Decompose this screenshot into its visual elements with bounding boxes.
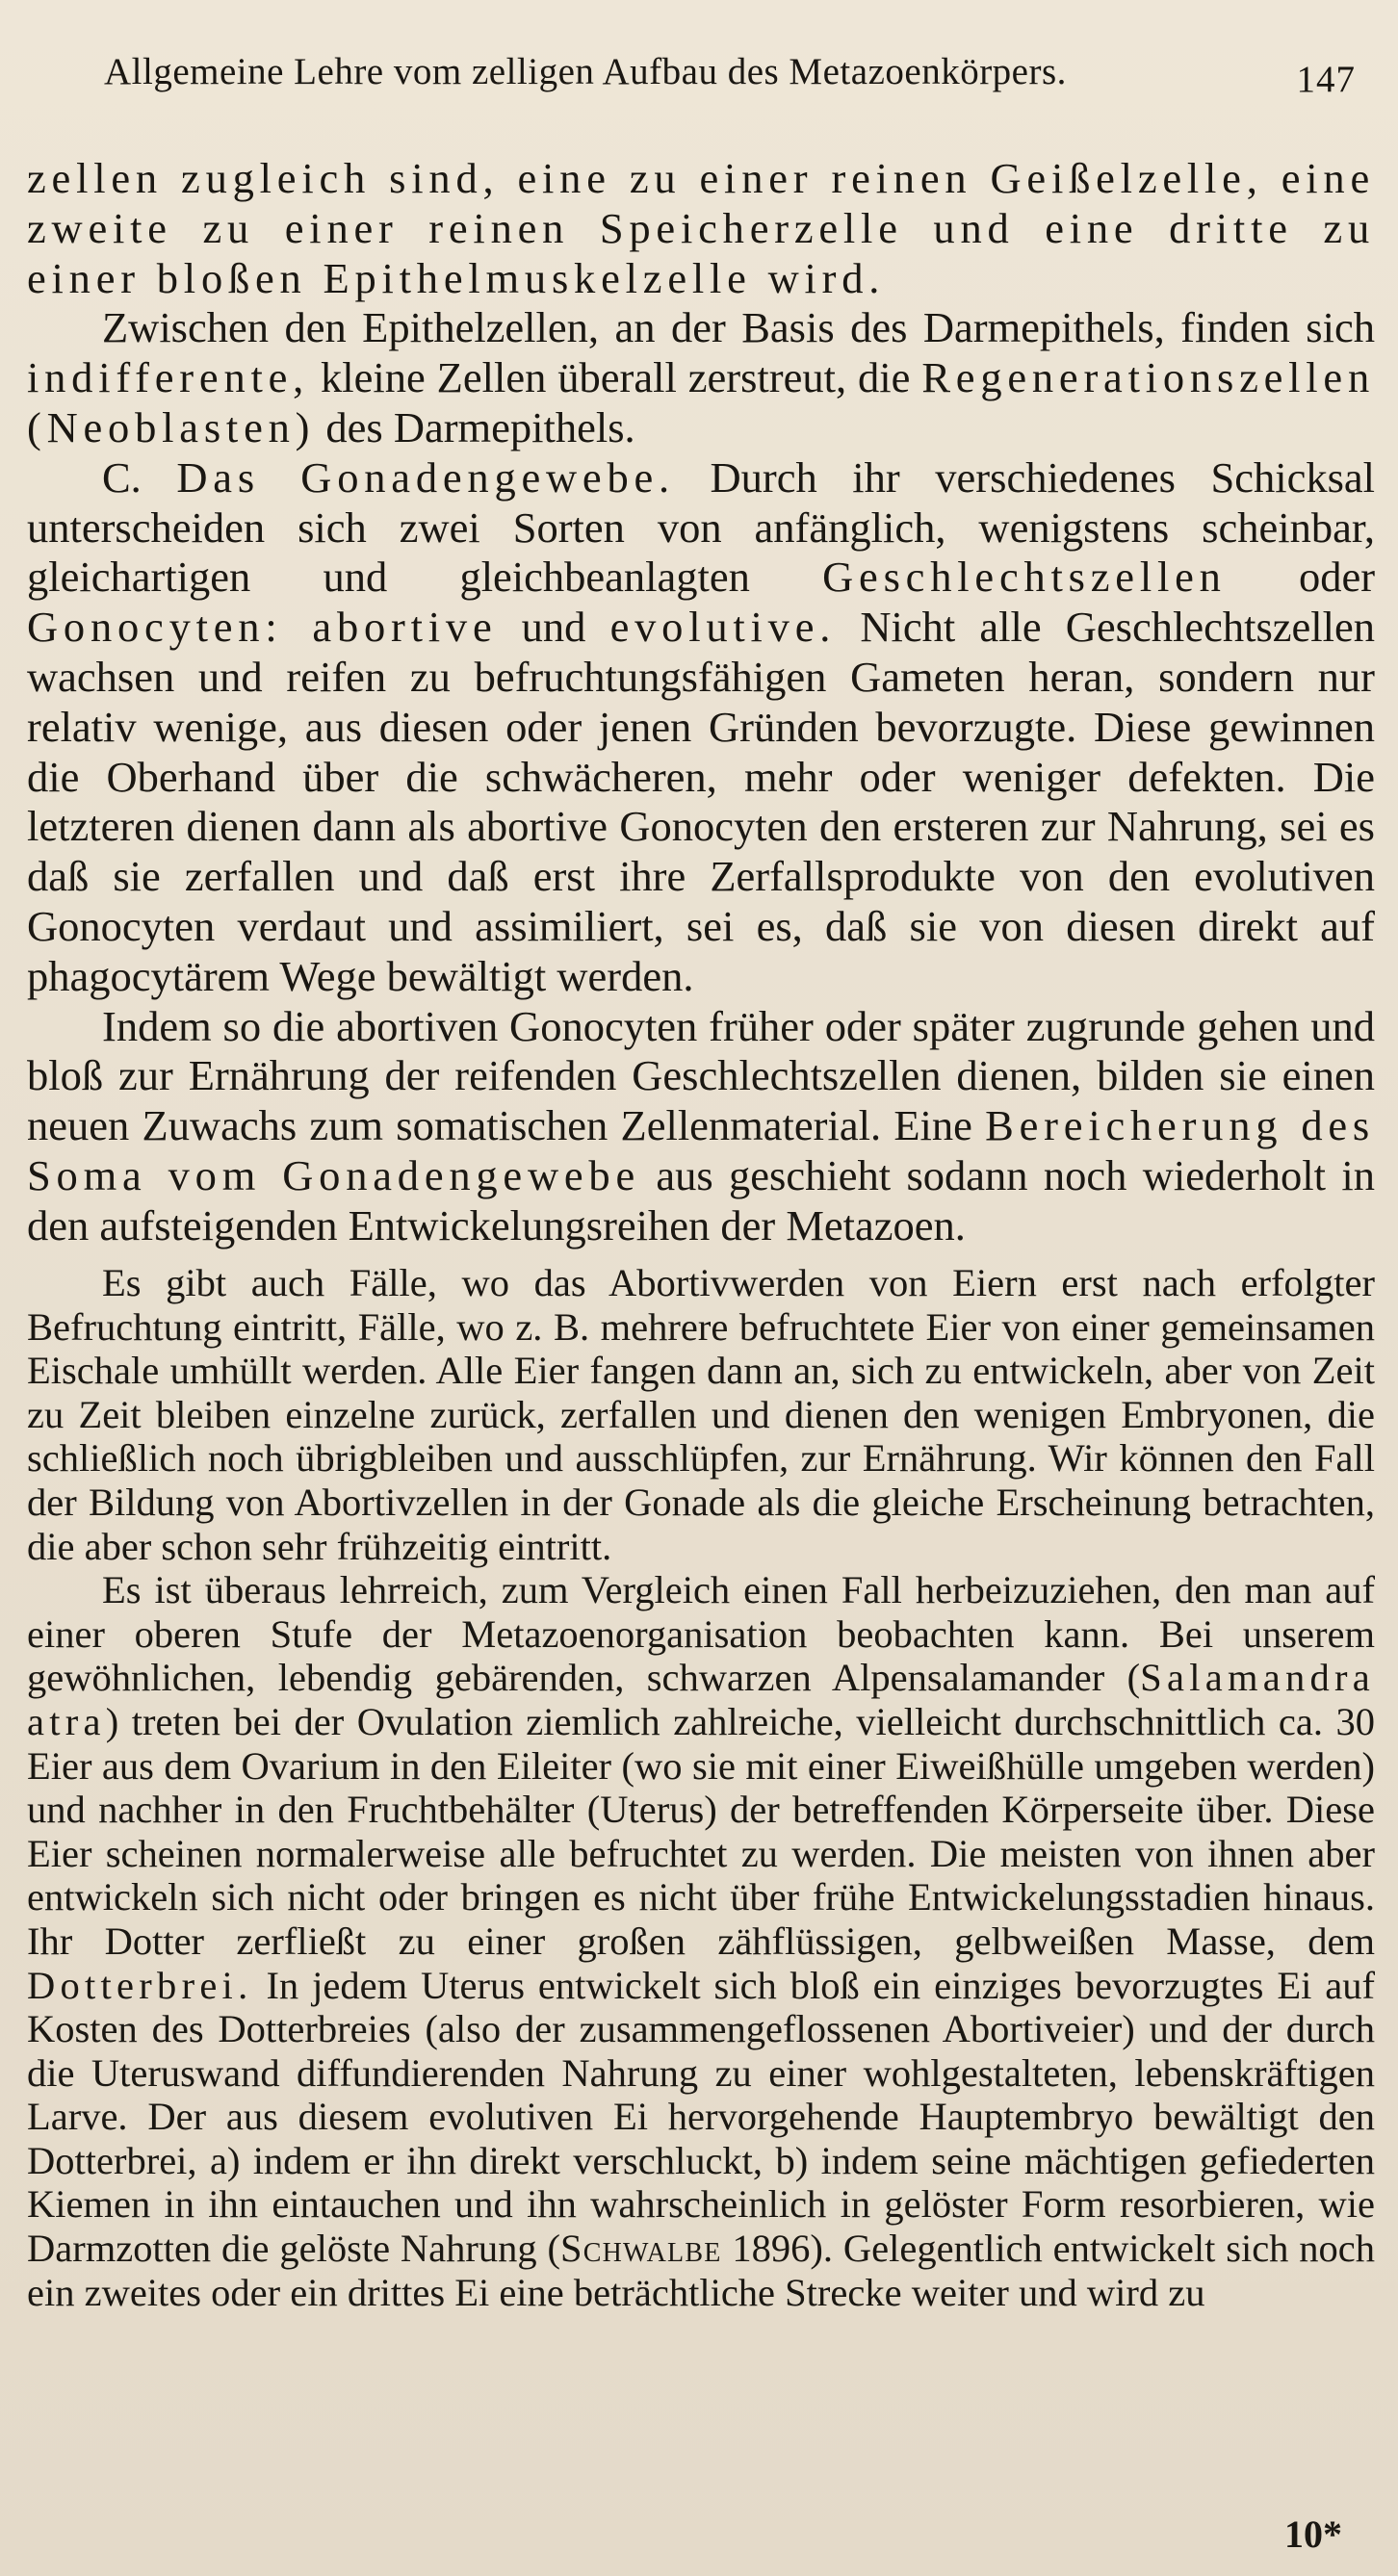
small-print-block <box>27 1261 1375 2314</box>
text-segment: aus geschieht sodann noch wiederholt in den aufsteigenden Entwickelungsreihen der Metazoen. <box>27 1150 1375 1249</box>
main-text-block <box>27 154 1375 1251</box>
text-segment: Nicht alle Geschlechtszellen wachsen und reifen zu befruchtungsfähigen Gameten heran, sondern nur relativ wenige, aus diesen oder jenen Gründen bevorzugte. Diese gewinnen die Oberhand über die schwächeren, mehr oder weniger defekten. Die letzteren dienen dann als abortive Gonocyten den ersteren zur Nahrung, sei es daß sie zerfallen und daß erst ihre Zerfallsprodukte von den evolutiven Gonocyten verdaut und assimiliert, sei es, daß sie von diesen direkt auf phagocytärem Wege bewältigt werden. <box>27 603 1376 1000</box>
running-header <box>104 50 1356 117</box>
text-segment: kleine Zellen überall zerstreut, die <box>321 353 911 402</box>
paragraph-text: zellen zugleich sind, eine zu einer reinen Geißelzelle, eine zweite zu einer reinen Speicherzelle und eine dritte zu einer bloßen Epithelmuskelzelle wird. <box>27 154 1375 302</box>
emphasis-bereicherung: Bereicherung des Soma vom Gonadengewebe <box>27 1101 1375 1199</box>
species-name: Salamandra atra <box>27 1656 1375 1743</box>
emphasis-evolutive: evolutive. <box>609 603 837 652</box>
text-segment: Indem so die abortiven Gonocyten früher oder später zugrunde gehen und bloß zur Ernährung der reifenden Geschlechtszellen dienen, bilden sie einen neuen Zuwachs zum somatischen Zellenmaterial. Eine <box>27 1001 1375 1150</box>
emphasis-regenerationszellen: Regenerationszellen (Neoblasten) <box>27 353 1376 451</box>
text-segment: oder <box>1298 553 1376 602</box>
paragraph-regeneration-cells <box>27 303 1375 452</box>
paragraph-text: Es gibt auch Fälle, wo das Abortivwerden von Eiern erst nach erfolgter Befruchtung eintritt, Fälle, wo z. B. mehrere befruchtete Eier von einer gemeinsamen Eischale umhüllt werden. Alle Eier fangen dann an, sich zu entwickeln, aber von Zeit zu Zeit bleiben einzelne zurück, zerfallen und dienen den wenigen Embryonen, die schließlich noch übrigbleiben und ausschlüpfen, zur Ernährung. Wir können den Fall der Bildung von Abortivzellen in der Gonade als die gleiche Erscheinung betrachten, die aber schon sehr frühzeitig eintritt. <box>27 1261 1375 1568</box>
paragraph-abortive-eggs <box>27 1261 1375 1568</box>
section-heading: Das Gonadengewebe. <box>176 452 675 502</box>
paragraph-salamander <box>27 1568 1375 2314</box>
emphasis-indifferente: indifferente, <box>27 353 310 402</box>
paragraph-continuation <box>27 154 1375 303</box>
signature-mark: 10* <box>1284 2512 1342 2556</box>
section-letter: C. <box>102 452 142 502</box>
text-segment: In jedem Uterus entwickelt sich bloß ein einziges bevorzugtes Ei auf Kosten des Dotterbreies (also der zusammengeflossenen Abortiveier) und der durch die Uteruswand diffundierenden Nahrung zu einer wohlgestalteten, lebenskräftigen Larve. Der aus diesem evolutiven Ei hervorgehende Hauptembryo bewältigt den Dotterbrei, a) indem er ihn direkt verschluckt, b) indem seine mächtigen gefiederten Kiemen in ihn eintauchen und ihn wahrscheinlich in gelöster Form resorbieren, wie Darmzotten die gelöste Nahrung ( <box>27 1963 1375 2271</box>
paragraph-soma-enrichment <box>27 1002 1375 1251</box>
text-segment: Es ist überaus lehrreich, zum Vergleich einen Fall herbeizuziehen, den man auf einer oberen Stufe der Metazoenorganisation beobachten kann. Bei unserem gewöhnlichen, lebendig gebärenden, schwarzen Alpensalamander ( <box>27 1568 1375 1700</box>
text-segment: 1896). Gelegentlich entwickelt sich noch ein zweites oder ein drittes Ei eine beträchtliche Strecke weiter und wird zu <box>27 2227 1376 2314</box>
text-segment: ) treten bei der Ovulation ziemlich zahlreiche, vielleicht durchschnittlich ca. 30 Eier aus dem Ovarium in den Eileiter (wo sie mit einer Eiweißhülle umgeben werden) und nachher in den Fruchtbehälter (Uterus) der betreffenden Körperseite über. Diese Eier scheinen normalerweise alle befruchtet zu werden. Die meisten von ihnen aber entwickeln sich nicht oder bringen es nicht über frühe Entwickelungsstadien hinaus. Ihr Dotter zerfließt zu einer großen zähflüssigen, gelbweißen Masse, dem <box>27 1699 1375 1963</box>
page-number: 147 <box>1296 59 1356 100</box>
text-segment: und <box>521 603 586 652</box>
paragraph-gonad-tissue <box>27 453 1375 1002</box>
running-title: Allgemeine Lehre vom zelligen Aufbau des Metazoenkörpers. <box>104 51 1067 92</box>
text-segment: Durch ihr verschiedenes Schicksal unterscheiden sich zwei Sorten von anfänglich, wenigstens scheinbar, gleichartigen und gleichbeanlagten <box>27 452 1376 602</box>
emphasis-gonocyten-abortive: Gonocyten: abortive <box>27 603 498 652</box>
text-segment: Zwischen den Epithelzellen, an der Basis des Darmepithels, finden sich <box>102 303 1375 352</box>
author-name: Schwalbe <box>559 2227 722 2271</box>
text-segment: des Darmepithels. <box>325 402 635 451</box>
emphasis-dotterbrei: Dotterbrei. <box>27 1963 253 2007</box>
emphasis-geschlechtszellen: Geschlechtszellen <box>822 553 1227 602</box>
